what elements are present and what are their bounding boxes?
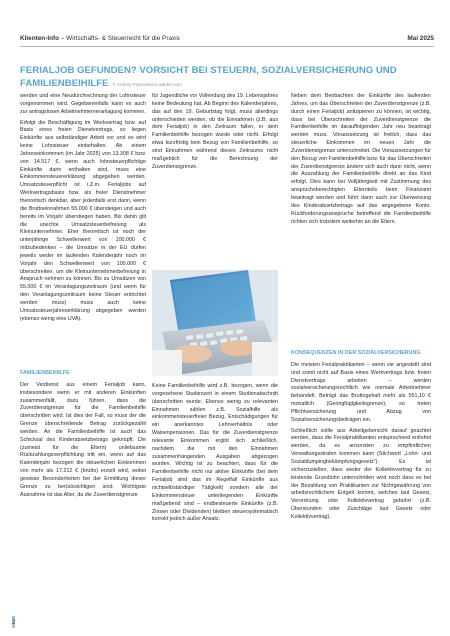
paragraph: Schließlich sollte aus Arbeitgebersicht darauf geachtet werden, dass die Ferialpraktikanten entsprechend entlohnt werden, da es ansonsten zu empfindlichen Verwaltungsstrafen kommen kann (Stichwort „Lohn- und Sozialdumpingbekämpfungsgesetz“). Es ist sicherzustellen, dass weder der Kollektivvertrag für zu leistende Grundlohn unterschritten wird noch dass es bei der Bezahlung von Praktikanten zur Nichtgewährung von arbeitsrechtlichem Entgelt kommt, welches laut Gesetz, Verordnung oder Kollektivvertrag gebührt (z.B. Überstunden oder Zuschläge laut Gesetz oder Kollektivvertrag). (291, 427, 431, 520)
paragraph: Der Verdienst aus einem Ferialjob kann, insbesondere wenn er mit anderen Einkünften zusammenfällt, dazu führen, dass die Zuverdienstgrenze für die Familienbeihilfe überschritten wird. Ist dies der Fall, so muss der die Grenze überschreitende Betrag zurückgezahlt werden. An die Familienbeihilfe ist auch das Schicksal des Kinderabsetzbetrags geknüpft. Die (zumeist für die Eltern) unliebsame Rückzahlungsverpflichtung tritt ein, wenn auf das Kalenderjahr bezogen die steuerlichen Einkommen von mehr als 17.212 € (brutto) erzielt wird, wobei gewisse Besonderheiten bei der Ermittlung dieser Grenze zu berücksichtigen sind. Wichtigste Ausnahme ist das Alter, da die Zuverdienstgrenze (20, 381, 146, 498)
paragraph: für Jugendliche vor Vollendung des 19. Lebensjahres keine Bedeutung hat. Ab Beginn des Kalenderjahres, das auf den 19. Geburtstag folgt, muss allerdings unterschieden werden, ob die Einnahmen (z.B. aus dem Ferialjob) in den Zeitraum fallen, in dem Familienbeihilfe bezogen wurde oder nicht. Erfolgt etwa kurzfristig kein Bezug von Familienbeihilfe, so sind Einnahmen während dieses Zeitraums nicht maßgeblich für die Berechnung der Zuverdienstgrenze. (152, 93, 278, 170)
paragraph: werden und eine Neudurchrechnung der Lohnsteuer vorgenommen wird. Gegebenenfalls kann es auch zur antragslosen Arbeitnehmerveranlagung kommen. (20, 93, 146, 115)
page-number: 2 (12, 620, 16, 626)
issue-date: Mai 2025 (407, 35, 434, 42)
section-heading: FAMILIENBEIHILFE (20, 370, 70, 376)
paragraph: Erfolgt die Beschäftigung im Werkvertrag bzw. auf Basis eines freien Dienstvertrags, so liegen Einkünfte aus selbständiger Arbeit vor und es wird keine Lohnsteuer einbehalten. Ab einem Jahreseinkommen (im Jahr 2025) von 13.308 € bzw. von 14.517 €, wenn auch lohnsteuerpflichtige Einkünfte darin enthalten sind, muss eine Einkommensteuererklärung abgegeben werden. Umsatzsteuerpflicht ist i.Z.m. Ferialjobs auf Werkvertragsbasis bzw. als freier Dienstnehmer theoretisch denkbar, aber jedenfalls erst dann, wenn die Bruttoeinnahmen 55.000 € übersteigen und auch bereits im Vorjahr überstiegen haben. Bis dahin gilt die unechte Umsatzsteuerbefreiung als Kleinunternehmer. Eher theoretisch ist noch der unterjährige Schwellenwert von 100.000 € mitzubedenken – die Umsätze in der EU dürfen jeweils weder im laufenden Kalenderjahr noch im Vorjahr den Schwellenwert von 100.000 € überschreiten, um die Kleinunternehmerbefreiung in Anspruch nehmen zu können. Bis zu Umsätzen von 55.000 € im Veranlagungszeitraum (und wenn für den Veranlagungszeitraum keine Steuer entrichtet werden muss) muss auch keine Umsatzsteuerjahreserklärung abgegeben werden (ebenso wenig eine UVA). (20, 119, 146, 322)
laptop-hands-image (152, 270, 278, 376)
paragraph: Neben dem Beobachten der Einkünfte des laufenden Jahres, um das Überschreiten der Zuverdienstgrenze (z.B. durch einen Ferialjob) antizipieren zu können, ist wichtig, dass bei Überschreiten der Zuverdienstgrenze die Familienbeihilfe im darauffolgenden Jahr neu beantragt werden muss. Voraussetzung ist freilich, dass das steuerliche Einkommen im neuen Jahr die Zuverdienstgrenze unterschreitet. Die Voraussetzungen für den Bezug von Familienbeihilfe bzw. für das Überschreiten der Zuverdienstgrenze ändern sich auch dann nicht, wenn die Auszahlung der Familienbeihilfe direkt an das Kind erfolgt. Dies kann bei Volljährigkeit mit Zustimmung des anspruchsberechtigten Elternteils beim Finanzamt beantragt werden und führt dann auch zur Überweisung des Kinderabsetzbetrags auf das angegebene Konto. Rückforderungsansprüche betreffend die Familienbeihilfe richten sich trotzdem weiterhin an die Eltern. (291, 93, 431, 225)
publication-name: Klienten-Info – Wirtschafts- & Steuerrecht für die Praxis (20, 35, 180, 42)
section-heading: KONSEQUENZEN IN DER SOZIALVERSICHERUNG (291, 350, 421, 356)
image-credit: © Andrey Popov/stock.adobe.com (112, 81, 182, 87)
article-title: FERIALJOB GEFUNDEN? VORSICHT BEI STEUERN, SOZIALVERSICHERUNG UND FAMILIENBEIHILFE © Andrey Popov/stock.adobe.com (20, 65, 397, 89)
section-familienbeihilfe (20, 370, 146, 500)
page-header (20, 34, 434, 47)
column-2-lower (152, 383, 278, 524)
column-3 (291, 93, 431, 226)
column-1 (20, 93, 146, 323)
column-2 (152, 93, 278, 171)
paragraph: Keine Familienbeihilfe wird z.B. bezogen, wenn die vorgesehene Studienzeit in einem Studienabschnitt überschritten wurde. Ebenso wenig zu relevanten Einnahmen zählen z.B. Sozialhilfe als einkommensteuerfreier Bezug, Entschädigungen für ein anerkanntes Lehrverhältnis oder Waisenpensionen. Das für die Zuverdienstgrenze relevante Einkommen ergibt sich schließlich, nachdem die mit den Einnahmen zusammenhängenden Ausgaben abgezogen wurden. Wichtig ist zu beachten, dass für die Familienbeihilfe nicht nur aktive Einkünfte (bei dem Ferialjob sind das im Regelfall Einkünfte aus nichtselbständiger Tätigkeit) sondern alle der Einkommensteuer unterliegenden Einkünfte maßgebend sind – endbesteuerte Einkünfte (z.B. Zinsen oder Dividenden) bleiben steuersystematisch korrekt jedoch außer Ansatz. (152, 383, 278, 523)
paragraph: Die meisten Ferialpraktikanten – wenn sie angestellt sind und somit nicht auf Basis eines Werkvertrags bzw. freien Dienstvertrags arbeiten – werden sozialversicherungsrechtlich wie normale Arbeitnehmer behandelt. Beträgt das Bruttogehalt mehr als 551,10 € monatlich (Geringfügigkeitsgrenze), so treten Pflichtversicherung und Abzug von Sozialversicherungsbeiträgen ein. (291, 361, 431, 423)
section-sozialversicherung (291, 350, 431, 522)
article-photo (152, 270, 278, 376)
